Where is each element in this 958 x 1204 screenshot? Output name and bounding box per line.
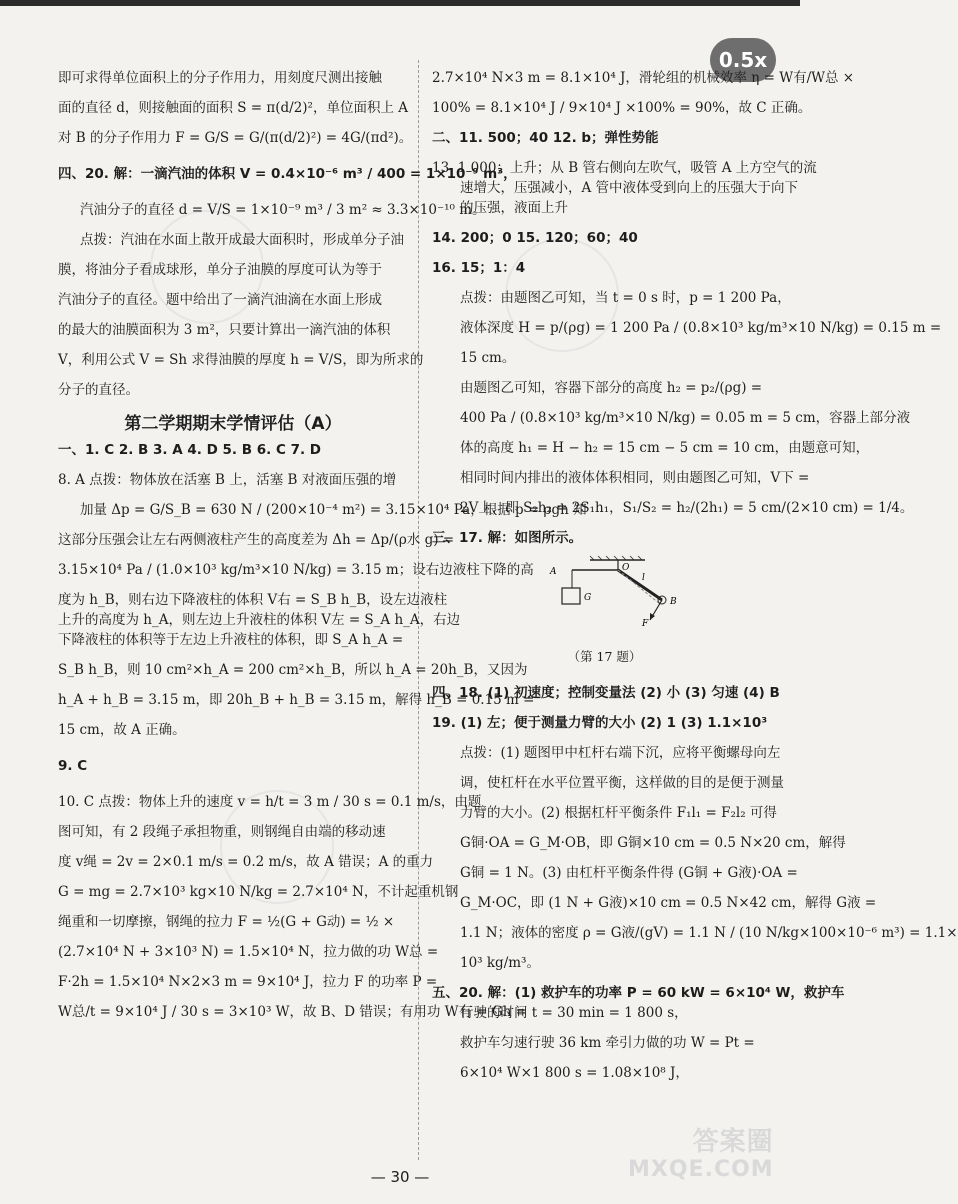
answer-14-15: 14. 200；0 15. 120；60；40 (432, 230, 638, 246)
hint-line: 点拨：(1) 题图甲中杠杆右端下沉，应将平衡螺母向左 (460, 745, 781, 761)
text-line: G铜·OA = G_M·OB，即 G铜×10 cm = 0.5 N×20 cm，解得 (460, 835, 846, 851)
answer-19: 19. (1) 左；便于测量力臂的大小 (2) 1 (3) 1.1×10³ (432, 715, 768, 731)
text-line: 2V上，即 S₂h₂ = 2S₁h₁，S₁/S₂ = h₂/(2h₁) = 5 cm/(2×10 cm) = 1/4。 (460, 500, 914, 516)
label-g: G (584, 593, 592, 603)
text-line: 的最大的油膜面积为 3 m²，只要计算出一滴汽油的体积 (58, 322, 391, 338)
answer-9: 9. C (58, 758, 88, 774)
text-line: 由题图乙可知，容器下部分的高度 h₂ = p₂/(ρg) = (460, 380, 763, 396)
text-line: G_M·OC，即 (1 N + G液)×10 cm = 0.5 N×42 cm，解得 G液 = (460, 895, 877, 911)
watermark (628, 1128, 774, 1184)
text-line: G = mg = 2.7×10³ kg×10 N/kg = 2.7×10⁴ N，不计起重机钢 (58, 884, 459, 900)
watermark-text: 答案圈 (692, 1127, 774, 1157)
label-o: O (622, 563, 630, 573)
text-line: 相同时间内排出的液体体积相同，则由题图乙可知，V下 = (460, 470, 810, 486)
text-line: 上升的高度为 h_A，则左边上升液柱的体积 V左 = S_A h_A，右边 (58, 612, 461, 628)
text-line: W总/t = 9×10⁴ J / 30 s = 3×10³ W，故 B、D 错误；有用功 W有 = Gh = (58, 1004, 527, 1020)
label-f: F (642, 619, 649, 629)
answer-17: 三、17. 解：如图所示。 (432, 530, 583, 546)
hint-line: 点拨：汽油在水面上散开成最大面积时，形成单分子油 (80, 232, 404, 248)
playback-speed-badge[interactable]: 0.5x (710, 38, 776, 82)
answer-20: 四、20. 解：一滴汽油的体积 V = 0.4×10⁻⁶ m³ / 400 = 1×10⁻⁹ m³， (58, 166, 517, 182)
answer-11-12: 二、11. 500；40 12. b；弹性势能 (432, 130, 659, 146)
text-line: 度为 h_B，则右边下降液柱的体积 V右 = S_B h_B，设左边液柱 (58, 592, 448, 608)
label-a: A (550, 567, 557, 577)
label-l: l (642, 573, 645, 583)
answer-20: 五、20. 解：(1) 救护车的功率 P = 60 kW = 6×10⁴ W，救护车 (432, 985, 845, 1001)
text-line: 体的高度 h₁ = H − h₂ = 15 cm − 5 cm = 10 cm，由题意可知， (460, 440, 870, 456)
text-line: 下降液柱的体积等于左边上升液柱的体积，即 S_A h_A = (58, 632, 404, 648)
watermark-url: MXQE.COM (628, 1157, 774, 1182)
text-line: 3.15×10⁴ Pa / (1.0×10³ kg/m³×10 N/kg) = 3.15 m；设右边液柱下降的高 (58, 562, 534, 578)
text-line: F·2h = 1.5×10⁴ N×2×3 m = 9×10⁴ J，拉力 F 的功率 P = (58, 974, 438, 990)
text-line: (2.7×10⁴ N + 3×10³ N) = 1.5×10⁴ N，拉力做的功 W总 = (58, 944, 439, 960)
answer-10: 10. C 点拨：物体上升的速度 v = h/t = 3 m / 30 s = 0.1 m/s，由题 (58, 794, 482, 810)
text-line: 汽油分子的直径。题中给出了一滴汽油滴在水面上形成 (58, 292, 382, 308)
figure-caption: （第 17 题） (567, 649, 642, 664)
text-line: h_A + h_B = 3.15 m，即 20h_B + h_B = 3.15 m，解得 h_B = 0.15 m = (58, 692, 535, 708)
text-line: 6×10⁴ W×1 800 s = 1.08×10⁸ J， (460, 1065, 689, 1081)
label-b: B (670, 597, 677, 607)
text-line: 即可求得单位面积上的分子作用力，用刻度尺测出接触 (58, 70, 382, 86)
text-line: 加量 Δp = G/S_B = 630 N / (200×10⁻⁴ m²) = 3.15×10⁴ Pa，根据 p = ρgh 知 (80, 502, 587, 518)
column-divider (418, 60, 420, 1160)
text-line: 分子的直径。 (58, 382, 139, 398)
text-line: 的压强，液面上升 (460, 200, 568, 216)
lever-figure (550, 556, 690, 641)
text-line: 救护车匀速行驶 36 km 牵引力做的功 W = Pt = (460, 1035, 755, 1051)
text-line: 行驶的时间 t = 30 min = 1 800 s， (460, 1005, 688, 1021)
section-title: 第二学期期末学情评估（A） (124, 414, 342, 434)
choice-answers: 一、1. C 2. B 3. A 4. D 5. B 6. C 7. D (58, 442, 322, 458)
page-number: — 30 — (370, 1168, 430, 1186)
text-line: 液体深度 H = p/(ρg) = 1 200 Pa / (0.8×10³ kg/m³×10 N/kg) = 0.15 m = (460, 320, 942, 336)
text-line: 调，使杠杆在水平位置平衡，这样做的目的是便于测量 (460, 775, 784, 791)
answer-8: 8. A 点拨：物体放在活塞 B 上，活塞 B 对液面压强的增 (58, 472, 397, 488)
text-line: 100% = 8.1×10⁴ J / 9×10⁴ J ×100% = 90%，故 C 正确。 (432, 100, 812, 116)
text-line: 度 v绳 = 2v = 2×0.1 m/s = 0.2 m/s，故 A 错误；A 的重力 (58, 854, 434, 870)
text-line: 汽油分子的直径 d = V/S = 1×10⁻⁹ m³ / 3 m² ≈ 3.3×10⁻¹⁰ m。 (80, 202, 486, 218)
text-line: 400 Pa / (0.8×10³ kg/m³×10 N/kg) = 0.05 m = 5 cm，容器上部分液 (460, 410, 911, 426)
answer-18: 四、18. (1) 初速度；控制变量法 (2) 小 (3) 匀速 (4) B (432, 685, 780, 701)
text-line: 面的直径 d，则接触面的面积 S = π(d/2)²，单位面积上 A (58, 100, 409, 116)
text-line: 2.7×10⁴ N×3 m = 8.1×10⁴ J，滑轮组的机械效率 η = W有/W总 × (432, 70, 855, 86)
right-column (432, 68, 958, 1083)
answer-13: 13. 1 000；上升；从 B 管右侧向左吹气，吸管 A 上方空气的流 (432, 160, 817, 176)
text-line: 力臂的大小。(2) 根据杠杆平衡条件 F₁l₁ = F₂l₂ 可得 (460, 805, 777, 821)
text-line: 速增大，压强减小，A 管中液体受到向上的压强大于向下 (460, 180, 799, 196)
text-line: 绳重和一切摩擦，钢绳的拉力 F = ½(G + G动) = ½ × (58, 914, 395, 930)
text-line: V，利用公式 V = Sh 求得油膜的厚度 h = V/S，即为所求的 (58, 352, 424, 368)
top-edge-bar (0, 0, 800, 6)
text-line: 15 cm。 (460, 350, 516, 366)
text-line: G铜 = 1 N。(3) 由杠杆平衡条件得 (G铜 + G液)·OA = (460, 865, 798, 881)
answer-16: 16. 15；1：4 (432, 260, 526, 276)
text-line: 15 cm，故 A 正确。 (58, 722, 186, 738)
text-line: S_B h_B，则 10 cm²×h_A = 200 cm²×h_B，所以 h_A = 20h_B，又因为 (58, 662, 528, 678)
text-line: 对 B 的分子作用力 F = G/S = G/(π(d/2)²) = 4G/(πd²)。 (58, 130, 413, 146)
text-line: 1.1 N；液体的密度 ρ = G液/(gV) = 1.1 N / (10 N/kg×100×10⁻⁶ m³) = 1.1× (460, 925, 958, 941)
text-line: 膜，将油分子看成球形，单分子油膜的厚度可认为等于 (58, 262, 382, 278)
hint-line: 点拨：由题图乙可知，当 t = 0 s 时，p = 1 200 Pa， (460, 290, 791, 306)
text-line: 图可知，有 2 段绳子承担物重，则钢绳自由端的移动速 (58, 824, 386, 840)
text-line: 10³ kg/m³。 (460, 955, 540, 971)
text-line: 这部分压强会让左右两侧液柱产生的高度差为 Δh = Δp/(ρ水 g) = (58, 532, 455, 548)
